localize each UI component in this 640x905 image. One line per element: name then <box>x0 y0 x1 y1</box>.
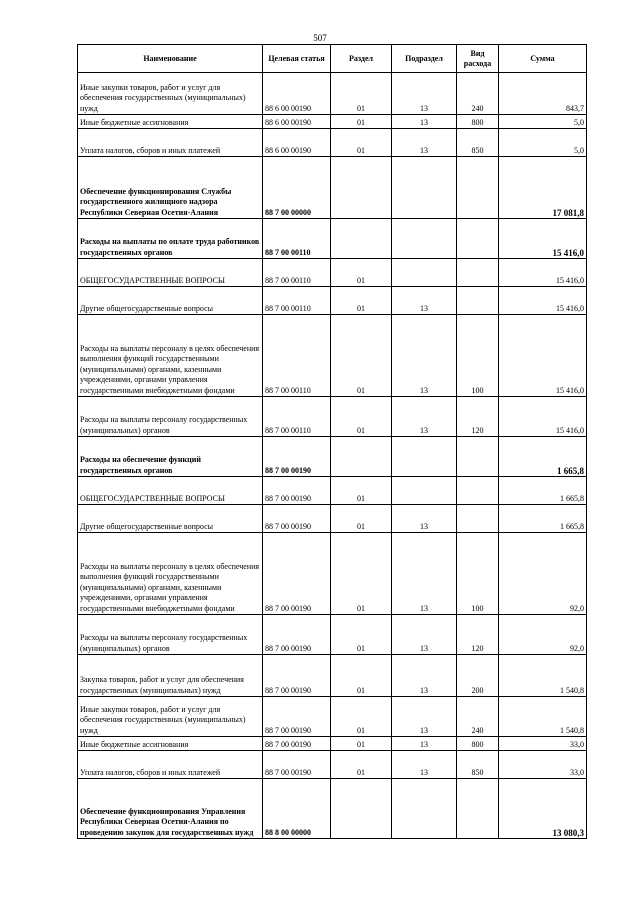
cell-sum: 33,0 <box>499 737 587 751</box>
header-expense-type: Вид расхода <box>457 45 499 73</box>
cell-sum: 92,0 <box>499 533 587 615</box>
cell-name: Другие общегосударственные вопросы <box>78 505 263 533</box>
cell-section: 01 <box>331 533 392 615</box>
cell-expense-type <box>457 477 499 505</box>
cell-name: Расходы на выплаты персоналу в целях обеспечения выполнения функций государственными (муниципальными) органами, казенными учреждениями, органами управления государственными внебюджетными фондами <box>78 533 263 615</box>
cell-target: 88 7 00 00190 <box>263 751 331 779</box>
cell-sum: 1 540,8 <box>499 697 587 737</box>
cell-subsection: 13 <box>392 115 457 129</box>
cell-subsection: 13 <box>392 287 457 315</box>
page-number: 507 <box>313 33 327 43</box>
table-row <box>78 157 587 219</box>
cell-expense-type <box>457 287 499 315</box>
cell-subsection <box>392 779 457 839</box>
cell-target: 88 7 00 00110 <box>263 219 331 259</box>
cell-name: Расходы на обеспечение функций государственных органов <box>78 437 263 477</box>
table-row <box>78 477 587 505</box>
cell-expense-type: 850 <box>457 129 499 157</box>
cell-name: Другие общегосударственные вопросы <box>78 287 263 315</box>
cell-target: 88 6 00 00190 <box>263 73 331 115</box>
table-row <box>78 73 587 115</box>
cell-name: Уплата налогов, сборов и иных платежей <box>78 129 263 157</box>
cell-target: 88 7 00 00190 <box>263 655 331 697</box>
cell-section <box>331 157 392 219</box>
cell-subsection: 13 <box>392 73 457 115</box>
cell-target: 88 6 00 00190 <box>263 115 331 129</box>
cell-section: 01 <box>331 751 392 779</box>
table-row <box>78 437 587 477</box>
cell-target: 88 7 00 00110 <box>263 397 331 437</box>
cell-name: Уплата налогов, сборов и иных платежей <box>78 751 263 779</box>
cell-subsection: 13 <box>392 615 457 655</box>
cell-section <box>331 437 392 477</box>
cell-section: 01 <box>331 615 392 655</box>
cell-expense-type: 800 <box>457 737 499 751</box>
cell-target: 88 7 00 00110 <box>263 287 331 315</box>
cell-target: 88 8 00 00000 <box>263 779 331 839</box>
cell-expense-type <box>457 157 499 219</box>
cell-section: 01 <box>331 477 392 505</box>
header-name: Наименование <box>78 45 263 73</box>
cell-name: Закупка товаров, работ и услуг для обеспечения государственных (муниципальных) нужд <box>78 655 263 697</box>
cell-subsection <box>392 219 457 259</box>
cell-section: 01 <box>331 737 392 751</box>
cell-name: Расходы на выплаты по оплате труда работников государственных органов <box>78 219 263 259</box>
cell-target: 88 7 00 00110 <box>263 315 331 397</box>
cell-section: 01 <box>331 259 392 287</box>
header-subsection: Подраздел <box>392 45 457 73</box>
cell-expense-type <box>457 779 499 839</box>
table-row <box>78 315 587 397</box>
cell-name: Иные закупки товаров, работ и услуг для обеспечения государственных (муниципальных) нужд <box>78 697 263 737</box>
cell-subsection: 13 <box>392 129 457 157</box>
cell-name: ОБЩЕГОСУДАРСТВЕННЫЕ ВОПРОСЫ <box>78 477 263 505</box>
cell-section: 01 <box>331 655 392 697</box>
cell-expense-type <box>457 505 499 533</box>
table-row <box>78 397 587 437</box>
cell-expense-type: 120 <box>457 615 499 655</box>
cell-sum: 15 416,0 <box>499 315 587 397</box>
table-row <box>78 505 587 533</box>
cell-sum: 15 416,0 <box>499 259 587 287</box>
cell-section <box>331 219 392 259</box>
cell-target: 88 7 00 00190 <box>263 697 331 737</box>
table-row <box>78 259 587 287</box>
table-row <box>78 655 587 697</box>
cell-sum: 33,0 <box>499 751 587 779</box>
table-row <box>78 219 587 259</box>
header-target: Целевая статья <box>263 45 331 73</box>
cell-subsection: 13 <box>392 655 457 697</box>
cell-target: 88 6 00 00190 <box>263 129 331 157</box>
table-row <box>78 533 587 615</box>
cell-name: Обеспечение функционирования Управления Республики Северная Осетия-Алания по проведению закупок для государственных нужд <box>78 779 263 839</box>
table-row <box>78 737 587 751</box>
cell-subsection <box>392 259 457 287</box>
cell-target: 88 7 00 00000 <box>263 157 331 219</box>
cell-subsection: 13 <box>392 533 457 615</box>
cell-subsection: 13 <box>392 505 457 533</box>
cell-name: Иные закупки товаров, работ и услуг для обеспечения государственных (муниципальных) нужд <box>78 73 263 115</box>
cell-subsection: 13 <box>392 315 457 397</box>
cell-name: Обеспечение функционирования Службы государственного жилищного надзора Республики Северная Осетия-Алания <box>78 157 263 219</box>
cell-target: 88 7 00 00190 <box>263 477 331 505</box>
cell-sum: 843,7 <box>499 73 587 115</box>
table-row <box>78 697 587 737</box>
cell-expense-type: 240 <box>457 697 499 737</box>
cell-target: 88 7 00 00190 <box>263 737 331 751</box>
cell-target: 88 7 00 00190 <box>263 437 331 477</box>
cell-section: 01 <box>331 397 392 437</box>
cell-subsection: 13 <box>392 737 457 751</box>
cell-sum: 5,0 <box>499 115 587 129</box>
cell-name: Расходы на выплаты персоналу в целях обеспечения выполнения функций государственными (муниципальными) органами, казенными учреждениями, органами управления государственными внебюджетными фондами <box>78 315 263 397</box>
cell-section: 01 <box>331 315 392 397</box>
table-body <box>78 73 587 839</box>
table-row <box>78 115 587 129</box>
cell-name: Иные бюджетные ассигнования <box>78 737 263 751</box>
cell-subsection: 13 <box>392 397 457 437</box>
cell-expense-type: 100 <box>457 315 499 397</box>
cell-expense-type <box>457 219 499 259</box>
table-row <box>78 615 587 655</box>
cell-subsection: 13 <box>392 697 457 737</box>
cell-sum: 92,0 <box>499 615 587 655</box>
cell-sum: 13 080,3 <box>499 779 587 839</box>
cell-section: 01 <box>331 115 392 129</box>
cell-sum: 1 540,8 <box>499 655 587 697</box>
cell-section <box>331 779 392 839</box>
cell-expense-type: 100 <box>457 533 499 615</box>
cell-expense-type: 850 <box>457 751 499 779</box>
cell-subsection <box>392 477 457 505</box>
cell-name: Расходы на выплаты персоналу государственных (муниципальных) органов <box>78 615 263 655</box>
cell-target: 88 7 00 00190 <box>263 615 331 655</box>
cell-target: 88 7 00 00190 <box>263 505 331 533</box>
cell-expense-type <box>457 437 499 477</box>
cell-name: ОБЩЕГОСУДАРСТВЕННЫЕ ВОПРОСЫ <box>78 259 263 287</box>
cell-sum: 1 665,8 <box>499 437 587 477</box>
cell-section: 01 <box>331 505 392 533</box>
cell-sum: 15 416,0 <box>499 397 587 437</box>
cell-section: 01 <box>331 129 392 157</box>
cell-sum: 15 416,0 <box>499 219 587 259</box>
table-row <box>78 287 587 315</box>
cell-section: 01 <box>331 287 392 315</box>
cell-sum: 17 081,8 <box>499 157 587 219</box>
cell-expense-type: 200 <box>457 655 499 697</box>
cell-sum: 15 416,0 <box>499 287 587 315</box>
table-header-row <box>78 45 587 73</box>
cell-expense-type: 120 <box>457 397 499 437</box>
cell-target: 88 7 00 00110 <box>263 259 331 287</box>
header-section: Раздел <box>331 45 392 73</box>
cell-name: Иные бюджетные ассигнования <box>78 115 263 129</box>
cell-sum: 5,0 <box>499 129 587 157</box>
cell-target: 88 7 00 00190 <box>263 533 331 615</box>
cell-subsection: 13 <box>392 751 457 779</box>
table-row <box>78 129 587 157</box>
cell-expense-type <box>457 259 499 287</box>
table-row <box>78 751 587 779</box>
header-sum: Сумма <box>499 45 587 73</box>
cell-section: 01 <box>331 697 392 737</box>
cell-expense-type: 240 <box>457 73 499 115</box>
table-row <box>78 779 587 839</box>
cell-sum: 1 665,8 <box>499 505 587 533</box>
cell-expense-type: 800 <box>457 115 499 129</box>
cell-name: Расходы на выплаты персоналу государственных (муниципальных) органов <box>78 397 263 437</box>
cell-sum: 1 665,8 <box>499 477 587 505</box>
cell-subsection <box>392 157 457 219</box>
cell-subsection <box>392 437 457 477</box>
budget-table <box>77 44 587 839</box>
cell-section: 01 <box>331 73 392 115</box>
